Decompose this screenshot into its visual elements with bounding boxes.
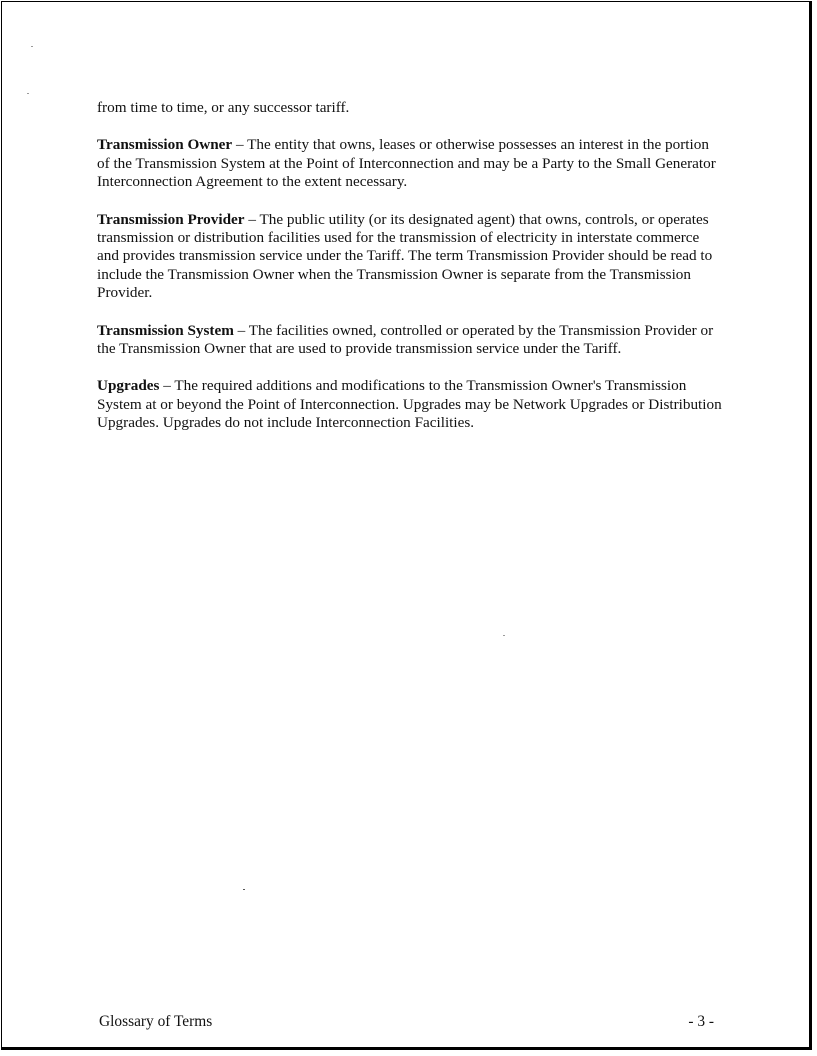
scan-speck bbox=[243, 889, 245, 890]
definition-separator: – bbox=[232, 136, 248, 154]
definition-text: The public utility (or its designated agent) that owns, controls, or operates transmission or distribution facilities used for the transmission of electricity in interstate commerce and provides transmission service under the Tariff. The term Transmission Provider should be read to include the Transmission Owner when the Transmission Owner is separate from the Transmission Provider. bbox=[97, 210, 713, 302]
continuation-paragraph bbox=[97, 99, 722, 117]
definition-transmission-provider bbox=[97, 211, 722, 303]
definition-text: The facilities owned, controlled or operated by the Transmission Provider or the Transmission Owner that are used to provide transmission service under the Tariff. bbox=[97, 321, 714, 358]
definition-text: The required additions and modifications to the Transmission Owner's Transmission System at or beyond the Point of Interconnection. Upgrades may be Network Upgrades or Distribution Upgrades. Upgrades do not include Interconnection Facilities. bbox=[97, 377, 722, 432]
definition-transmission-owner bbox=[97, 136, 722, 191]
footer-title: Glossary of Terms bbox=[99, 1013, 213, 1030]
definition-transmission-system bbox=[97, 322, 722, 359]
scan-speck bbox=[31, 46, 33, 47]
scan-speck bbox=[503, 635, 505, 636]
definition-term: Transmission Owner bbox=[97, 136, 233, 154]
definition-term: Transmission System bbox=[97, 321, 234, 339]
continuation-text: from time to time, or any successor tariff. bbox=[97, 99, 350, 116]
definition-separator: – bbox=[159, 377, 175, 395]
definition-text: The entity that owns, leases or otherwise possesses an interest in the portion of the Transmission System at the Point of Interconnection and may be a Party to the Small Generator Interconnection Agreement to the extent necessary. bbox=[97, 136, 716, 191]
definition-upgrades bbox=[97, 377, 722, 432]
page-number: - 3 - bbox=[688, 1013, 714, 1030]
document-body bbox=[97, 99, 722, 452]
definition-separator: – bbox=[233, 321, 249, 339]
definition-term: Upgrades bbox=[97, 377, 160, 395]
definition-separator: – bbox=[244, 210, 260, 228]
scan-speck bbox=[27, 93, 29, 94]
definition-term: Transmission Provider bbox=[97, 210, 245, 228]
